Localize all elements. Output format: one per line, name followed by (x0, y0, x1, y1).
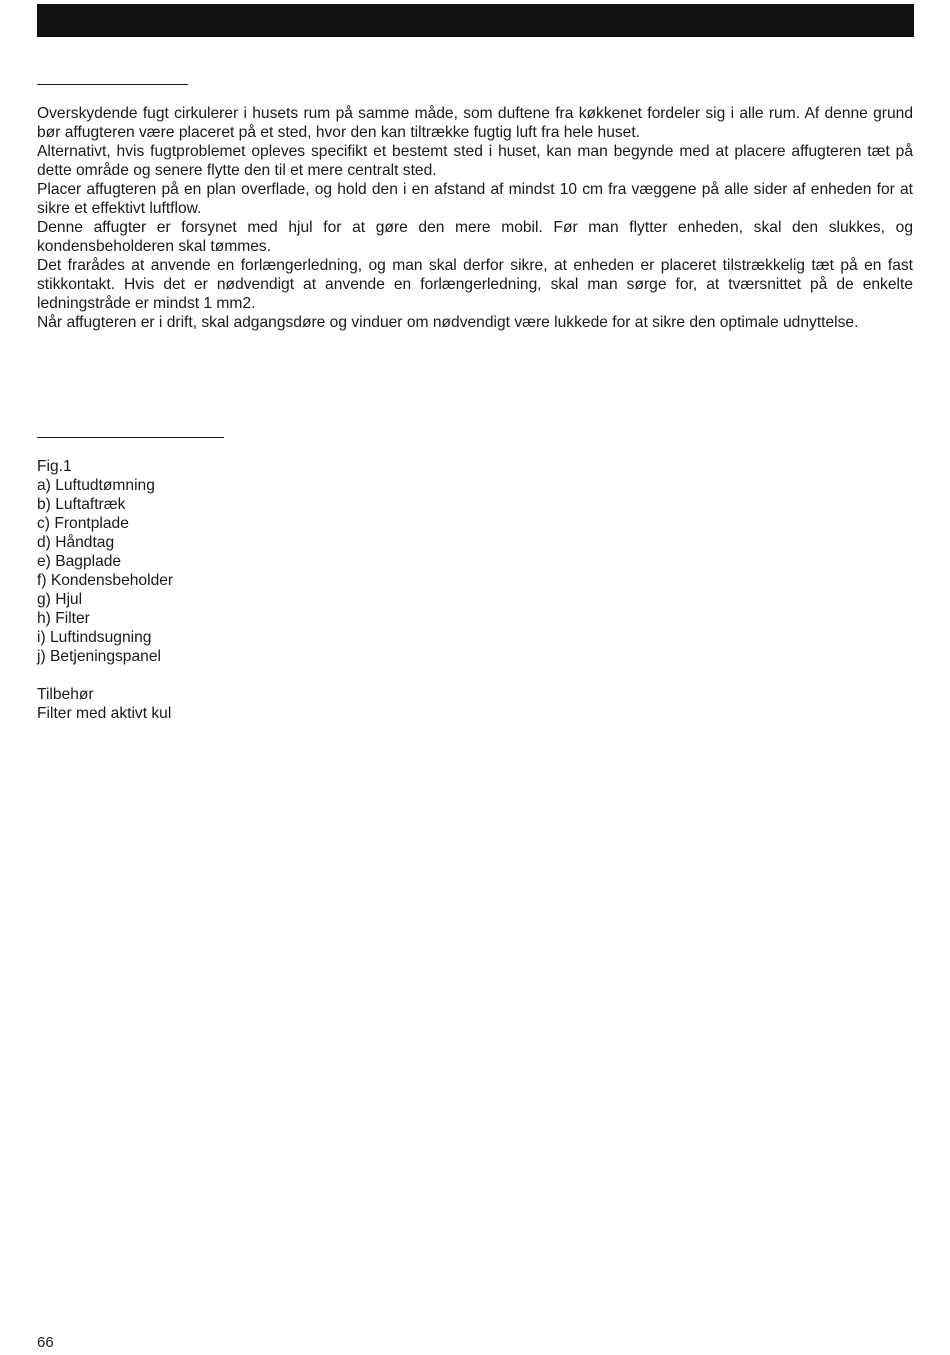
spacer (37, 666, 437, 685)
accessories-heading: Tilbehør (37, 686, 94, 703)
paragraph-1: Overskydende fugt cirkulerer i husets rum på samme måde, som duftene fra køkkenet fordeler sig i alle rum. Af denne grund bør affugteren være placeret på et sted, hvor den kan tiltrække fugtig luft fra hele huset. (37, 105, 913, 141)
part-item: a) Luftudtømning (37, 477, 155, 494)
part-item: g) Hjul (37, 591, 83, 608)
paragraph-4: Denne affugter er forsynet med hjul for at gøre den mere mobil. Før man flytter enheden, skal den slukkes, og kondensbeholderen skal tømmes. (37, 219, 913, 255)
part-item: i) Luftindsugning (37, 629, 152, 646)
paragraph-2: Alternativt, hvis fugtproblemet opleves specifikt et bestemt sted i huset, kan man begynde med at placere affugteren tæt på dette område og senere flytte den til et mere centralt sted. (37, 143, 913, 179)
part-item: c) Frontplade (37, 515, 129, 532)
parts-list (37, 457, 437, 723)
figure-label: Fig.1 (37, 458, 72, 475)
part-item: j) Betjeningspanel (37, 648, 161, 665)
part-item: h) Filter (37, 610, 90, 627)
section-rule-2 (37, 437, 224, 438)
section-rule-1 (37, 84, 188, 85)
part-item: f) Kondensbeholder (37, 572, 174, 589)
paragraph-5: Det frarådes at anvende en forlængerledning, og man skal derfor sikre, at enheden er placeret tilstrækkelig tæt på en fast stikkontakt. Hvis det er nødvendigt at anvende en forlængerledning, skal man sørge for, at tværsnittet på de enkelte ledningstråde er mindst 1 mm2. (37, 257, 913, 312)
part-item: d) Håndtag (37, 534, 115, 551)
part-item: b) Luftaftræk (37, 496, 126, 513)
paragraph-3: Placer affugteren på en plan overflade, og hold den i en afstand af mindst 10 cm fra væggene på alle sider af enheden for at sikre et effektivt luftflow. (37, 181, 913, 217)
part-item: e) Bagplade (37, 553, 122, 570)
header-bar (37, 4, 914, 37)
accessory-item: Filter med aktivt kul (37, 705, 172, 722)
page-number: 66 (37, 1334, 54, 1351)
paragraph-6: Når affugteren er i drift, skal adgangsdøre og vinduer om nødvendigt være lukkede for at sikre den optimale udnyttelse. (37, 314, 859, 331)
body-text (37, 104, 913, 332)
